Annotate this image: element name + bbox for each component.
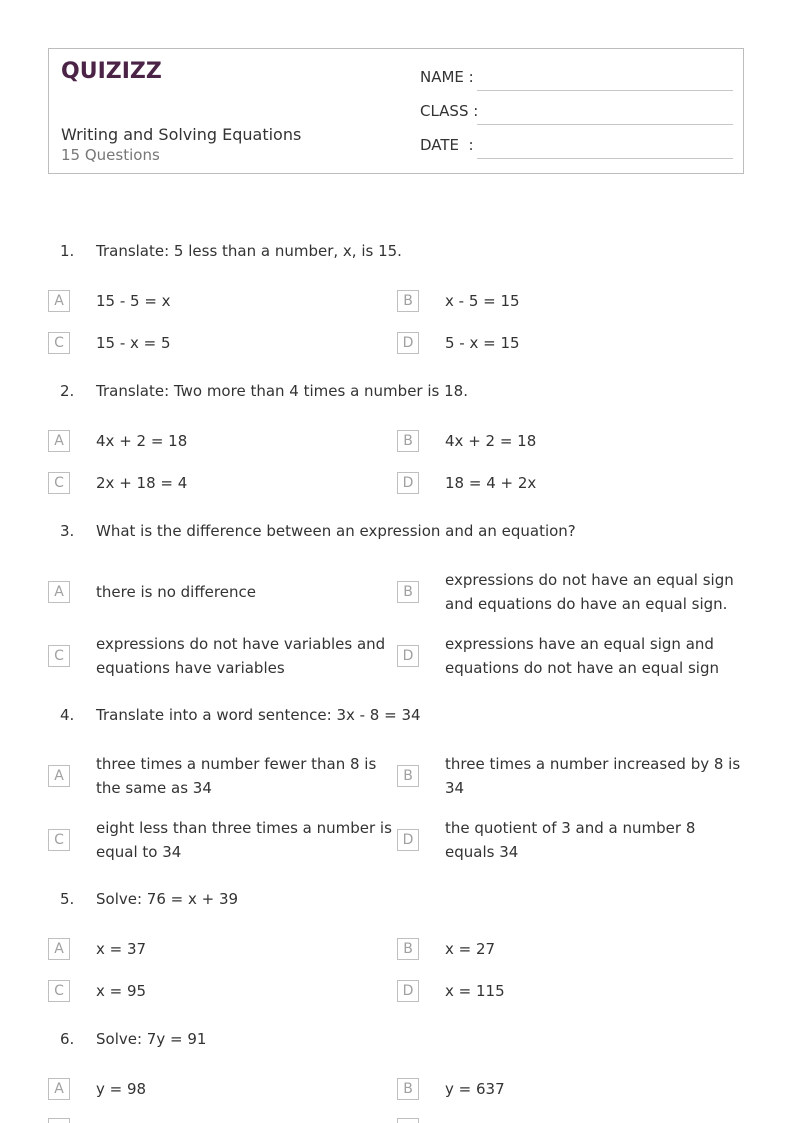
option-letter-d: D — [397, 980, 419, 1002]
option-text-b: three times a number increased by 8 is 34 — [445, 755, 741, 797]
option-letter-b: B — [397, 290, 419, 312]
option-text-a: 4x + 2 = 18 — [96, 432, 188, 450]
option-letter-d-cutoff — [397, 1118, 419, 1123]
option-text-b: expressions do not have an equal sign and equations do have an equal sign. — [445, 571, 734, 613]
question-text: Solve: 76 = x + 39 — [96, 890, 239, 908]
option-text-c: 2x + 18 = 4 — [96, 474, 188, 492]
option-text-b: 4x + 2 = 18 — [445, 432, 537, 450]
question-number: 4. — [60, 706, 75, 724]
question-number: 6. — [60, 1030, 75, 1048]
option-letter-a: A — [48, 938, 70, 960]
option-text-c: x = 95 — [96, 982, 147, 1000]
name-line — [477, 90, 733, 91]
option-letter-a: A — [48, 765, 70, 787]
option-text-a: there is no difference — [96, 583, 256, 601]
option-text-b: x = 27 — [445, 940, 496, 958]
option-letter-d: D — [397, 829, 419, 851]
class-label: CLASS : — [420, 102, 479, 120]
question-text: Translate: Two more than 4 times a number is 18. — [96, 382, 468, 400]
option-letter-b: B — [397, 938, 419, 960]
question-text: Solve: 7y = 91 — [96, 1030, 207, 1048]
option-letter-d: D — [397, 645, 419, 667]
option-letter-c: C — [48, 472, 70, 494]
class-line — [477, 124, 733, 125]
option-text-b: y = 637 — [445, 1080, 505, 1098]
worksheet-title: Writing and Solving Equations — [61, 125, 302, 144]
question-count: 15 Questions — [61, 146, 160, 164]
option-text-c: 15 - x = 5 — [96, 334, 171, 352]
question-text: Translate: 5 less than a number, x, is 15. — [96, 242, 402, 260]
option-letter-b: B — [397, 430, 419, 452]
worksheet-header — [48, 48, 744, 174]
option-letter-b: B — [397, 1078, 419, 1100]
question-number: 2. — [60, 382, 75, 400]
option-text-a: y = 98 — [96, 1080, 147, 1098]
option-letter-a: A — [48, 290, 70, 312]
option-text-d: x = 115 — [445, 982, 505, 1000]
option-letter-a: A — [48, 581, 70, 603]
option-text-c: eight less than three times a number is equal to 34 — [96, 819, 392, 861]
option-text-d: 5 - x = 15 — [445, 334, 520, 352]
option-letter-d: D — [397, 472, 419, 494]
option-letter-b: B — [397, 765, 419, 787]
option-text-a: x = 37 — [96, 940, 147, 958]
option-text-d: expressions have an equal sign and equations do not have an equal sign — [445, 635, 719, 677]
option-letter-c: C — [48, 829, 70, 851]
option-letter-c: C — [48, 645, 70, 667]
option-text-a: three times a number fewer than 8 is the same as 34 — [96, 755, 377, 797]
option-letter-c-cutoff — [48, 1118, 70, 1123]
date-label: DATE : — [420, 136, 474, 154]
option-text-c: expressions do not have variables and equations have variables — [96, 635, 386, 677]
option-letter-a: A — [48, 1078, 70, 1100]
question-text: What is the difference between an expression and an equation? — [96, 522, 576, 540]
question-text: Translate into a word sentence: 3x - 8 = 34 — [96, 706, 421, 724]
option-letter-a: A — [48, 430, 70, 452]
option-letter-c: C — [48, 332, 70, 354]
question-number: 3. — [60, 522, 75, 540]
name-label: NAME : — [420, 68, 474, 86]
question-number: 5. — [60, 890, 75, 908]
option-letter-d: D — [397, 332, 419, 354]
option-text-d: 18 = 4 + 2x — [445, 474, 537, 492]
option-text-a: 15 - 5 = x — [96, 292, 171, 310]
date-line — [477, 158, 733, 159]
question-number: 1. — [60, 242, 75, 260]
option-text-d: the quotient of 3 and a number 8 equals 34 — [445, 819, 696, 861]
option-text-b: x - 5 = 15 — [445, 292, 520, 310]
option-letter-b: B — [397, 581, 419, 603]
option-letter-c: C — [48, 980, 70, 1002]
quizizz-logo: QUIZIZZ — [61, 59, 162, 84]
